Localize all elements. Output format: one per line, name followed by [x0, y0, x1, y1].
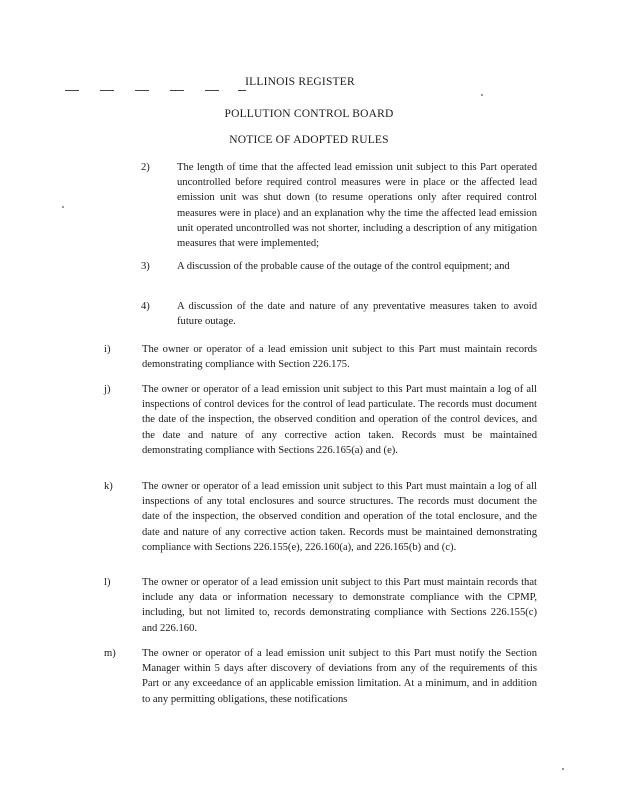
scan-speck — [62, 206, 64, 208]
item-text-m: The owner or operator of a lead emission unit subject to this Part must notify the Section Manager within 5 days after discovery of deviations from any of the requirements of this Part or any exceedance of an applicable emission limitation. At a minimum, and in addition to any permitting obligations, these notifications — [142, 648, 537, 705]
item-label-i: i) — [104, 344, 111, 355]
scan-speck — [481, 94, 483, 96]
item-text-4: A discussion of the date and nature of any preventative measures taken to avoid future outage. — [177, 301, 537, 328]
item-label-k: k) — [104, 481, 113, 492]
item-label-l: l) — [104, 577, 111, 588]
header-dash-6 — [238, 90, 246, 91]
board-title: POLLUTION CONTROL BOARD — [224, 108, 394, 120]
item-text-j: The owner or operator of a lead emission unit subject to this Part must maintain a log of all inspections of control devices for the control of lead particulate. The records must document the date of the inspection, the observed condition and operation of the control devices, and the date and nature of any corrective action taken. Records must be maintained demonstrating compliance with Sections 226.165(a) and (e). — [142, 384, 537, 456]
item-label-2: 2) — [141, 162, 150, 173]
item-label-3: 3) — [141, 261, 150, 272]
notice-title: NOTICE OF ADOPTED RULES — [229, 134, 389, 146]
header-dash-4 — [170, 90, 184, 91]
header-dash-5 — [205, 90, 219, 91]
item-label-j: j) — [104, 384, 111, 395]
scan-speck — [562, 768, 564, 770]
item-text-2: The length of time that the affected lead emission unit subject to this Part operated uncontrolled before required control measures were in place or the affected lead emission unit was shut down (to resume operations only after required control measures were in place) and an explanation why the time the affected lead emission unit operated uncontrolled was not shorter, including a description of any mitigation measures that were implemented; — [177, 162, 537, 250]
header-dash-1 — [65, 90, 79, 91]
item-text-k: The owner or operator of a lead emission unit subject to this Part must maintain a log of all inspections of any total enclosures and source structures. The records must document the date of the inspection, the observed condition and operation of the total enclosure, and the date and nature of any corrective action taken. Records must be maintained demonstrating compliance with Sections 226.155(e), 226.160(a), and 226.165(b) and (c). — [142, 481, 537, 553]
item-text-3: A discussion of the probable cause of the outage of the control equipment; and — [177, 261, 510, 272]
header-dash-3 — [135, 90, 149, 91]
header-dash-2 — [100, 90, 114, 91]
item-label-m: m) — [104, 648, 116, 659]
register-title: ILLINOIS REGISTER — [245, 76, 355, 88]
item-text-l: The owner or operator of a lead emission unit subject to this Part must maintain records that include any data or information necessary to demonstrate compliance with the CPMP, including, but not limited to, records demonstrating compliance with Sections 226.155(c) and 226.160. — [142, 577, 537, 634]
item-text-i: The owner or operator of a lead emission unit subject to this Part must maintain records demonstrating compliance with Section 226.175. — [142, 344, 537, 371]
item-label-4: 4) — [141, 301, 150, 312]
